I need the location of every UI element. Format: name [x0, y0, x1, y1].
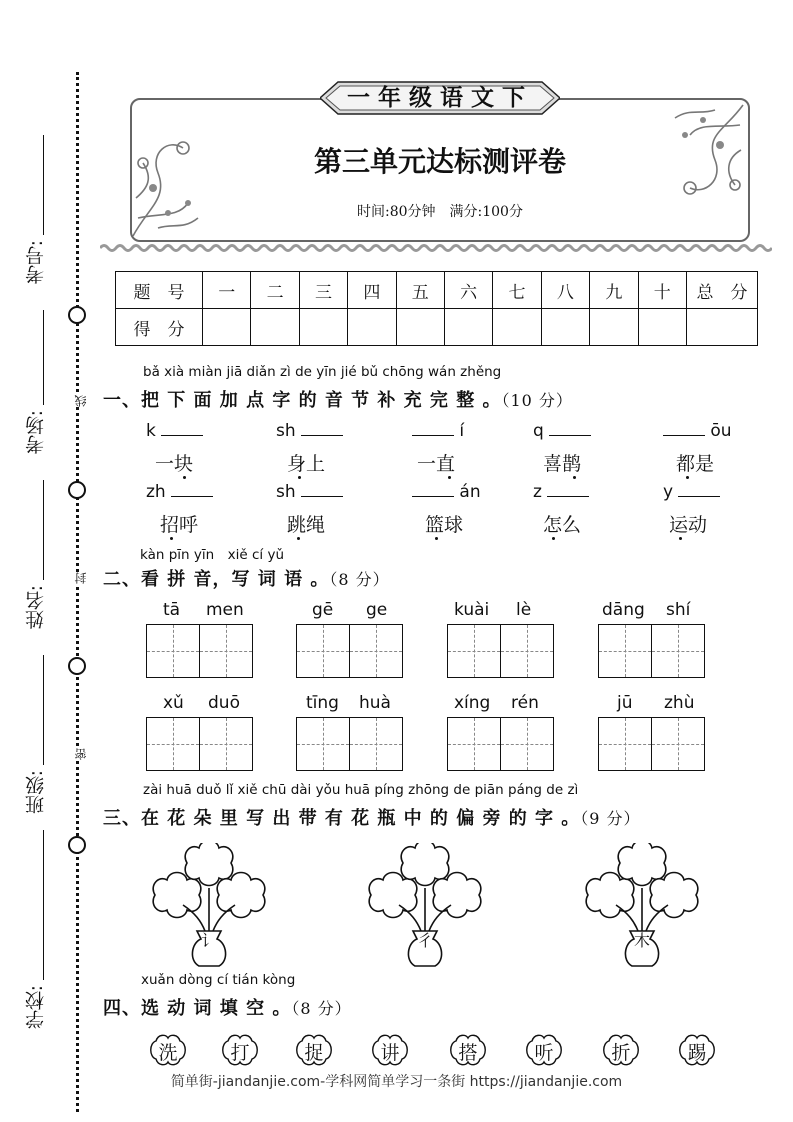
s1-pinyin-blank[interactable] — [663, 421, 732, 441]
s2-syllable: tā — [163, 600, 181, 620]
s1-final: í — [459, 421, 465, 441]
score-cell[interactable] — [396, 309, 444, 346]
section1-points: （10 分） — [501, 391, 573, 410]
writing-grid[interactable] — [146, 717, 253, 771]
s2-syllable: men — [206, 600, 244, 620]
verb-chip[interactable]: 踢 — [687, 1042, 707, 1064]
writing-cell[interactable] — [447, 717, 501, 771]
score-table — [115, 271, 758, 346]
s1-initial: sh — [276, 421, 296, 441]
s2-syllable: huà — [359, 693, 391, 713]
s1-word: 一块 — [155, 453, 194, 475]
s2-syllable: xíng — [454, 693, 491, 713]
writing-cell[interactable] — [200, 717, 253, 771]
score-header-cell: 二 — [251, 272, 299, 309]
score-cell[interactable] — [638, 309, 686, 346]
s2-syllable: shí — [666, 600, 691, 620]
score-header-cell: 八 — [541, 272, 589, 309]
s1-final: ōu — [710, 421, 732, 441]
score-cell[interactable] — [444, 309, 492, 346]
writing-grid[interactable] — [598, 624, 705, 678]
writing-grid[interactable] — [598, 717, 705, 771]
section4-title — [103, 994, 352, 1020]
binding-ring — [68, 657, 86, 675]
radical-chi: 彳 — [416, 931, 433, 950]
s2-syllable: ge — [366, 600, 388, 620]
emphasis-dot — [297, 537, 300, 540]
writing-cell[interactable] — [146, 624, 200, 678]
footer-watermark: 简单街-jiandanjie.com-学科网简单学习一条街 https://jiandanjie.com — [170, 1074, 623, 1090]
score-cell[interactable] — [299, 309, 347, 346]
exam-room-label: 考场: — [25, 410, 47, 455]
score-header-cell: 七 — [493, 272, 541, 309]
emphasis-dot — [448, 476, 451, 479]
s1-word: 招呼 — [160, 514, 199, 536]
answer-blank[interactable] — [412, 482, 454, 497]
s1-pinyin-blank[interactable] — [663, 482, 720, 502]
seal-char-mi: 密 — [74, 748, 88, 760]
s2-syllable: xǔ — [163, 693, 184, 713]
writing-cell[interactable] — [501, 717, 554, 771]
name-label: 姓名: — [25, 585, 47, 630]
emphasis-dot — [573, 476, 576, 479]
writing-grid[interactable] — [296, 624, 403, 678]
score-cell[interactable] — [251, 309, 299, 346]
section3-title — [103, 804, 641, 830]
s2-syllable: kuài — [454, 600, 490, 620]
writing-cell[interactable] — [296, 624, 350, 678]
emphasis-dot — [183, 476, 186, 479]
page-subtitle: 时间:80分钟 满分:100分 — [357, 204, 523, 220]
exam-number-line — [43, 135, 44, 235]
class-label: 班级: — [25, 770, 47, 815]
answer-blank[interactable] — [301, 482, 343, 497]
score-header-cell: 九 — [590, 272, 638, 309]
writing-cell[interactable] — [146, 717, 200, 771]
s1-word: 怎么 — [543, 514, 582, 536]
section1-title-text: 一、把 下 面 加 点 字 的 音 节 补 充 完 整 。 — [103, 390, 502, 411]
s1-pinyin-blank[interactable] — [146, 421, 203, 441]
binding-ring — [68, 836, 86, 854]
s1-initial: sh — [276, 482, 296, 502]
radical-mu: 木 — [633, 931, 650, 950]
answer-blank[interactable] — [663, 421, 705, 436]
writing-grid[interactable] — [447, 624, 554, 678]
binding-ring — [68, 481, 86, 499]
writing-cell[interactable] — [200, 624, 253, 678]
score-cell[interactable] — [203, 309, 251, 346]
section3-title-text: 三、在 花 朵 里 写 出 带 有 花 瓶 中 的 偏 旁 的 字 。 — [103, 808, 581, 829]
s1-word: 都是 — [676, 453, 715, 475]
score-header-cell: 总 分 — [687, 272, 758, 309]
score-header-cell: 一 — [203, 272, 251, 309]
section2-title-text: 二、看 拼 音，写 词 语 。 — [103, 569, 330, 590]
writing-cell[interactable] — [652, 717, 705, 771]
section2-points: （8 分） — [329, 570, 390, 589]
score-header-cell: 四 — [348, 272, 396, 309]
exam-room-line — [43, 310, 44, 405]
verb-chip[interactable]: 搭 — [458, 1042, 478, 1064]
s1-final: án — [459, 482, 481, 502]
exam-number-label: 考号: — [25, 240, 47, 285]
radical-yan: 讠 — [200, 931, 217, 950]
s2-syllable: zhù — [664, 693, 695, 713]
name-line — [43, 480, 44, 580]
s1-pinyin-blank[interactable] — [412, 421, 464, 441]
s2-syllable: rén — [511, 693, 539, 713]
s1-initial: q — [533, 421, 544, 441]
writing-cell[interactable] — [598, 717, 652, 771]
flower-petal[interactable] — [217, 873, 265, 918]
answer-blank[interactable] — [412, 421, 454, 436]
score-cell[interactable] — [590, 309, 638, 346]
section3-points: （9 分） — [580, 809, 641, 828]
s1-pinyin-blank[interactable] — [412, 482, 481, 502]
section2-title — [103, 565, 390, 591]
s1-word: 跳绳 — [287, 514, 326, 536]
s2-syllable: lè — [516, 600, 532, 620]
s2-syllable: gē — [312, 600, 334, 620]
verb-chip[interactable]: 打 — [230, 1042, 250, 1064]
verb-chip[interactable]: 讲 — [380, 1042, 400, 1064]
section4-points: （8 分） — [291, 999, 352, 1018]
s1-pinyin-blank[interactable] — [533, 421, 591, 441]
s1-pinyin-blank[interactable] — [533, 482, 589, 502]
s1-initial: k — [146, 421, 156, 441]
score-cell[interactable] — [687, 309, 758, 346]
writing-cell[interactable] — [598, 624, 652, 678]
writing-grid[interactable] — [296, 717, 403, 771]
s1-pinyin-blank[interactable] — [276, 421, 343, 441]
score-cell[interactable] — [493, 309, 541, 346]
writing-cell[interactable] — [501, 624, 554, 678]
emphasis-dot — [170, 537, 173, 540]
binding-dotted-line — [76, 72, 79, 1112]
emphasis-dot — [679, 537, 682, 540]
writing-grid[interactable] — [447, 717, 554, 771]
score-row-label: 得 分 — [116, 309, 203, 346]
s1-word: 身上 — [287, 453, 326, 475]
writing-grid[interactable] — [146, 624, 253, 678]
verb-chip[interactable]: 洗 — [158, 1042, 178, 1064]
score-cell[interactable] — [348, 309, 396, 346]
answer-blank[interactable] — [161, 421, 203, 436]
score-header-cell: 六 — [444, 272, 492, 309]
s1-initial: zh — [146, 482, 166, 502]
s1-pinyin-blank[interactable] — [146, 482, 213, 502]
seal-char-xian: 线 — [74, 395, 88, 407]
emphasis-dot — [435, 537, 438, 540]
writing-cell[interactable] — [296, 717, 350, 771]
emphasis-dot — [298, 476, 301, 479]
verb-chip[interactable]: 听 — [534, 1042, 554, 1064]
s1-word: 一直 — [417, 453, 456, 475]
section4-title-text: 四、选 动 词 填 空 。 — [103, 998, 292, 1019]
s1-word: 喜鹊 — [543, 453, 582, 475]
verb-chip[interactable]: 折 — [611, 1042, 631, 1064]
seal-char-feng: 封 — [74, 572, 88, 584]
school-line — [43, 830, 44, 980]
emphasis-dot — [686, 476, 689, 479]
flower-petal[interactable] — [433, 873, 481, 918]
wave-divider — [100, 243, 772, 253]
writing-cell[interactable] — [652, 624, 705, 678]
s2-syllable: dāng — [602, 600, 645, 620]
writing-cell[interactable] — [350, 717, 403, 771]
school-label: 学校: — [25, 985, 47, 1030]
score-header-cell: 五 — [396, 272, 444, 309]
emphasis-dot — [552, 537, 555, 540]
writing-cell[interactable] — [350, 624, 403, 678]
flower-petal[interactable] — [650, 873, 698, 918]
grade-banner-text: 一年级语文下 — [347, 85, 533, 111]
s1-word: 篮球 — [425, 514, 464, 536]
verb-chip[interactable]: 捉 — [304, 1042, 324, 1064]
score-table-header-row — [116, 272, 758, 309]
score-header-cell: 十 — [638, 272, 686, 309]
section2-pinyin: kàn pīn yīn xiě cí yǔ — [140, 547, 285, 563]
answer-blank[interactable] — [549, 421, 591, 436]
score-header-cell: 题 号 — [116, 272, 203, 309]
section4-pinyin: xuǎn dòng cí tián kòng — [141, 972, 296, 988]
score-header-cell: 三 — [299, 272, 347, 309]
s2-syllable: jū — [617, 693, 633, 713]
section1-pinyin: bǎ xià miàn jiā diǎn zì de yīn jié bǔ chōng wán zhěng — [143, 364, 502, 380]
s1-initial: y — [663, 482, 674, 502]
writing-cell[interactable] — [447, 624, 501, 678]
answer-blank[interactable] — [547, 482, 589, 497]
class-line — [43, 655, 44, 765]
s1-word: 运动 — [669, 514, 708, 536]
section1-title — [103, 386, 573, 412]
score-cell[interactable] — [541, 309, 589, 346]
s1-pinyin-blank[interactable] — [276, 482, 343, 502]
answer-blank[interactable] — [171, 482, 213, 497]
s2-syllable: duō — [208, 693, 240, 713]
score-table-score-row — [116, 309, 758, 346]
answer-blank[interactable] — [678, 482, 720, 497]
answer-blank[interactable] — [301, 421, 343, 436]
s2-syllable: tīng — [306, 693, 339, 713]
section3-pinyin: zài huā duǒ lǐ xiě chū dài yǒu huā píng zhōng de piān páng de zì — [143, 782, 579, 798]
s1-initial: z — [533, 482, 542, 502]
binding-ring — [68, 306, 86, 324]
page-title: 第三单元达标测评卷 — [313, 145, 566, 178]
